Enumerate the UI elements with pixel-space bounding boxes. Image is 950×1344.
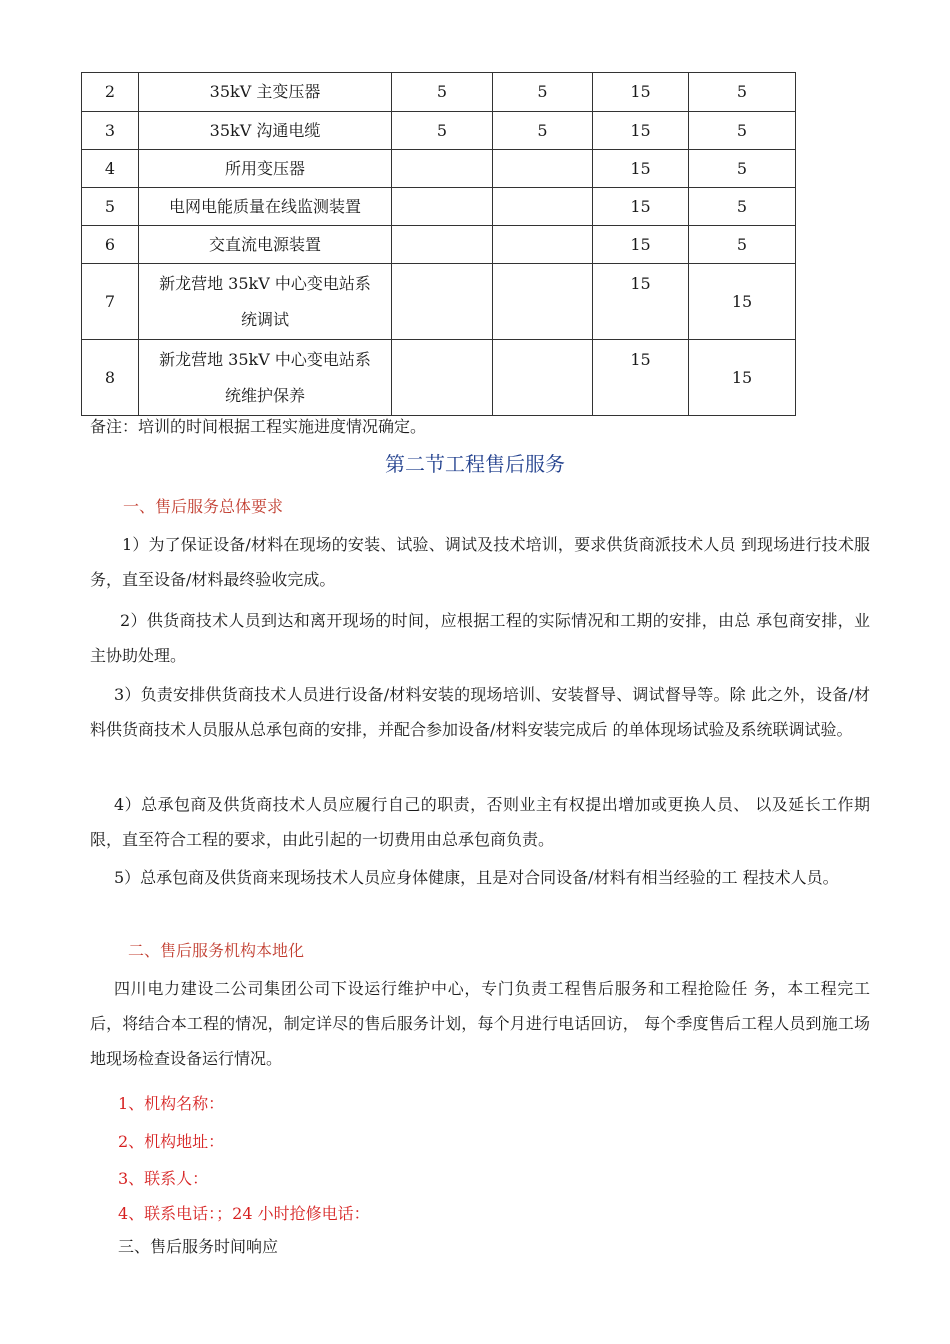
row-number: 3 (82, 112, 139, 150)
equipment-name: 35kV 沟通电缆 (139, 112, 392, 150)
table-cell: 15 (593, 150, 689, 188)
table-cell (493, 150, 593, 188)
row-number: 7 (82, 264, 139, 340)
contact-person-item: 3、联系人： (118, 1169, 209, 1188)
table-cell: 5 (493, 112, 593, 150)
paragraph: 四川电力建设二公司集团公司下设运行维护中心，专门负责工程售后服务和工程抢险任 务，本工程完工后，将结合本工程的情况，制定详尽的售后服务计划，每个月进行电话回访， 每个季度售后工程人员到施工场地现场检查设备运行情况。 (90, 979, 870, 1068)
equipment-name: 电网电能质量在线监测装置 (139, 188, 392, 226)
table-cell: 15 (689, 264, 796, 340)
table-row (82, 150, 796, 188)
paragraph: 5）总承包商及供货商来现场技术人员应身体健康，且是对合同设备/材料有相当经验的工 程技术人员。 (114, 868, 839, 887)
equipment-name-line2: 统调试 (240, 309, 289, 329)
table-cell (493, 226, 593, 264)
table-cell (392, 264, 493, 340)
table-row (82, 188, 796, 226)
table-cell: 15 (593, 340, 689, 416)
paragraph: 4）总承包商及供货商技术人员应履行自己的职责，否则业主有权提出增加或更换人员、 以及延长工作期限，直至符合工程的要求，由此引起的一切费用由总承包商负责。 (90, 795, 870, 849)
table-row (82, 340, 796, 416)
equipment-name-line2: 统维护保养 (224, 385, 305, 405)
paragraph: 3）负责安排供货商技术人员进行设备/材料安装的现场培训、安装督导、调试督导等。除 此之外，设备/材料供货商技术人员服从总承包商的安排，并配合参加设备/材料安装完成后 的单体现场试验及系统联调试验。 (90, 685, 870, 739)
table-cell: 15 (689, 340, 796, 416)
row-number: 8 (82, 340, 139, 416)
org-name-item: 1、机构名称： (118, 1094, 225, 1113)
table-cell: 5 (689, 226, 796, 264)
table-cell: 5 (493, 73, 593, 112)
equipment-name-line1: 新龙营地 35kV 中心变电站系 (159, 349, 371, 369)
heading-localization: 二、售后服务机构本地化 (128, 941, 305, 960)
table-cell: 5 (689, 112, 796, 150)
table-cell: 15 (593, 264, 689, 340)
table-cell: 15 (593, 188, 689, 226)
training-table (81, 72, 796, 416)
equipment-name: 35kV 主变压器 (139, 73, 392, 112)
table-cell: 5 (689, 73, 796, 112)
table-row (82, 112, 796, 150)
table-cell (392, 340, 493, 416)
table-cell (493, 264, 593, 340)
heading-response-time: 三、售后服务时间响应 (118, 1237, 279, 1256)
equipment-name: 交直流电源装置 (139, 226, 392, 264)
table-cell (392, 150, 493, 188)
table-cell: 15 (593, 226, 689, 264)
table-cell (493, 340, 593, 416)
paragraph: 1）为了保证设备/材料在现场的安装、试验、调试及技术培训，要求供货商派技术人员 到现场进行技术服务，直至设备/材料最终验收完成。 (90, 535, 870, 589)
table-cell: 5 (689, 188, 796, 226)
paragraph: 2）供货商技术人员到达和离开现场的时间，应根据工程的实际情况和工期的安排，由总 承包商安排，业主协助处理。 (90, 611, 870, 665)
equipment-name-line1: 新龙营地 35kV 中心变电站系 (159, 273, 371, 293)
row-number: 5 (82, 188, 139, 226)
table-note: 备注：培训的时间根据工程实施进度情况确定。 (90, 417, 427, 436)
table-cell: 5 (392, 112, 493, 150)
table-row (82, 226, 796, 264)
section-title: 第二节工程售后服务 (385, 452, 565, 476)
table-row (82, 264, 796, 340)
table-row (82, 73, 796, 112)
equipment-name (139, 264, 392, 340)
table-cell (392, 188, 493, 226)
table-cell (493, 188, 593, 226)
equipment-name (139, 340, 392, 416)
row-number: 6 (82, 226, 139, 264)
contact-phone-item: 4、联系电话：；24 小时抢修电话： (118, 1204, 370, 1223)
table-cell (392, 226, 493, 264)
equipment-name: 所用变压器 (139, 150, 392, 188)
table-cell: 5 (689, 150, 796, 188)
row-number: 4 (82, 150, 139, 188)
org-address-item: 2、机构地址： (118, 1132, 225, 1151)
row-number: 2 (82, 73, 139, 112)
table-cell: 15 (593, 112, 689, 150)
table-cell: 15 (593, 73, 689, 112)
table-cell: 5 (392, 73, 493, 112)
heading-general-requirements: 一、售后服务总体要求 (123, 497, 284, 516)
